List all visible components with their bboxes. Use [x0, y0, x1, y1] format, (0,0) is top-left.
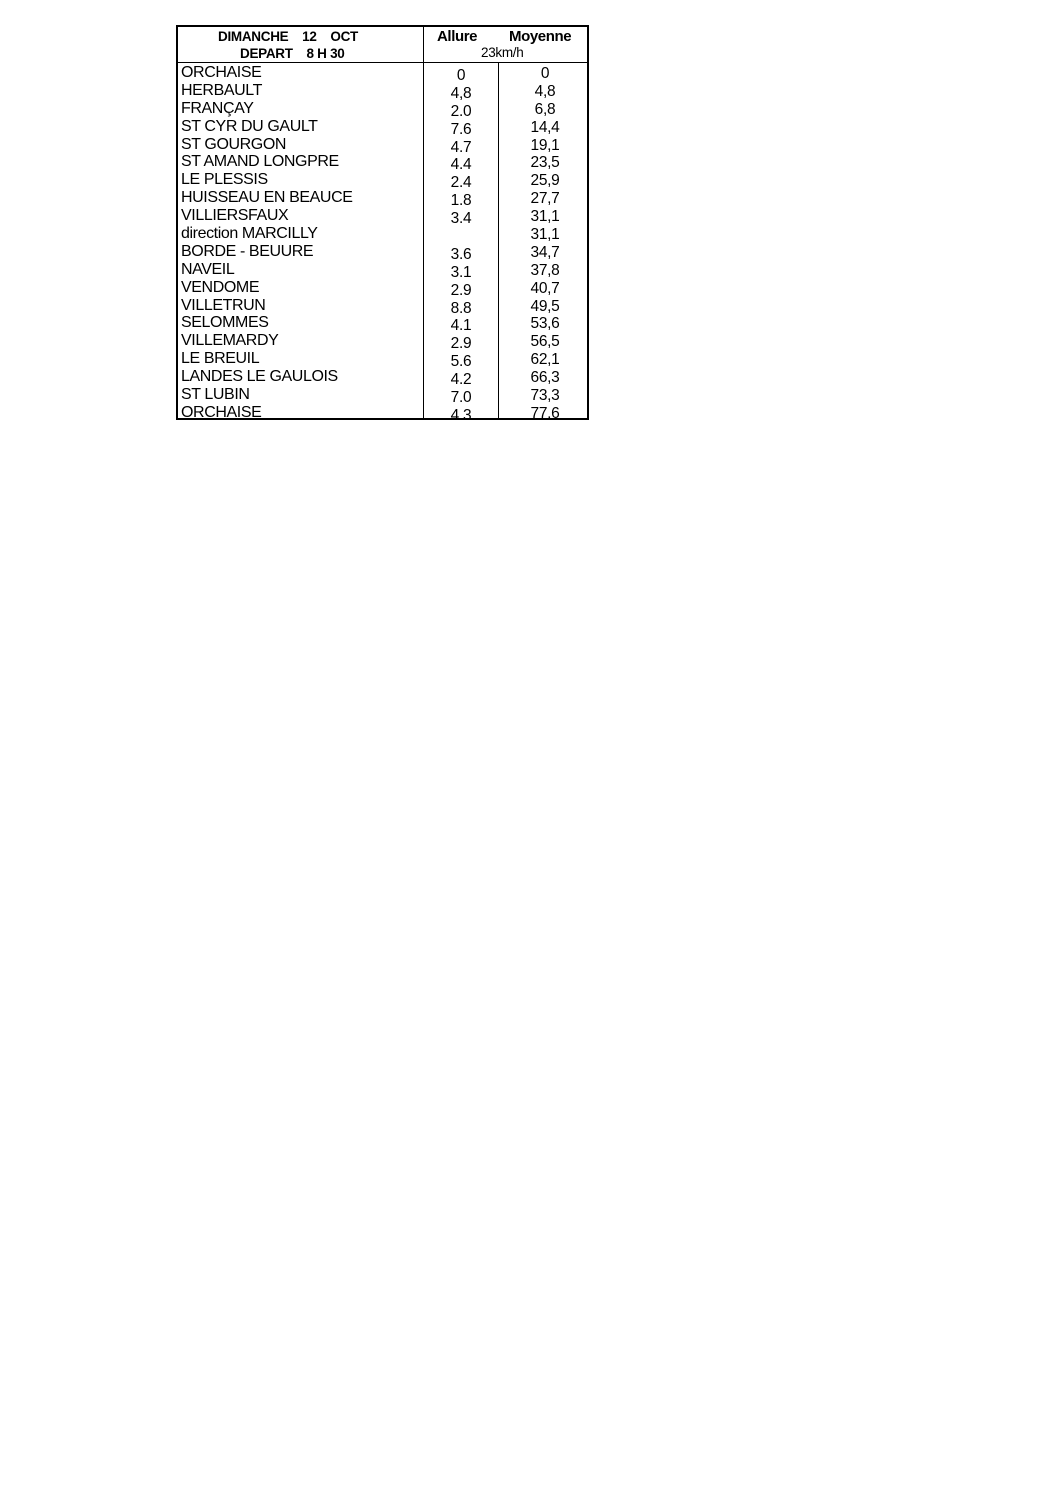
moyenne-value: 4,8 — [534, 82, 556, 100]
moyenne-value: 40,7 — [530, 279, 560, 297]
table-row — [178, 82, 587, 100]
route-table — [176, 25, 589, 424]
place-name: LE BREUIL — [181, 350, 260, 368]
place-name: SELOMMES — [181, 314, 269, 332]
moyenne-value: 34,7 — [530, 243, 560, 261]
table-row — [178, 136, 587, 154]
place-name: VENDOME — [181, 278, 260, 296]
table-row — [178, 279, 587, 297]
header-departure: DEPART 8 H 30 — [240, 46, 345, 61]
place-name: LANDES LE GAULOIS — [181, 368, 338, 386]
allure-value: 8.8 — [450, 299, 472, 317]
table-header-columns — [424, 27, 587, 62]
place-name: ST AMAND LONGPRE — [181, 153, 339, 171]
allure-value: 3.1 — [450, 263, 472, 281]
allure-value: 2.0 — [450, 102, 472, 120]
place-name: ORCHAISE — [181, 64, 262, 81]
table-row — [178, 314, 587, 335]
column-header-allure: Allure — [437, 28, 478, 45]
table-row — [178, 243, 587, 261]
moyenne-value: 77,6 — [530, 404, 560, 422]
header-divider — [178, 62, 587, 63]
place-name: FRANÇAY — [181, 99, 254, 117]
moyenne-value: 49,5 — [530, 297, 560, 315]
table-row — [178, 404, 587, 422]
place-name: ST LUBIN — [181, 386, 250, 404]
moyenne-value: 14,4 — [530, 118, 560, 136]
header-speed: 23km/h — [481, 45, 524, 60]
place-name: VILLIERSFAUX — [181, 207, 289, 225]
allure-value: 1.8 — [450, 192, 472, 210]
allure-value: 4.7 — [450, 138, 472, 156]
moyenne-value: 56,5 — [530, 333, 560, 351]
place-name: BORDE - BEUURE — [181, 242, 314, 260]
place-name: NAVEIL — [181, 260, 235, 278]
table-row — [178, 189, 587, 210]
table-row — [178, 332, 587, 353]
place-name: direction MARCILLY — [181, 225, 318, 243]
moyenne-value: 53,6 — [530, 315, 560, 333]
table-row — [178, 368, 587, 389]
allure-value: 4.2 — [450, 371, 472, 389]
table-body — [178, 64, 587, 422]
place-name: LE PLESSIS — [181, 171, 268, 189]
table-row — [178, 261, 587, 279]
allure-value: 2.9 — [450, 281, 472, 299]
moyenne-value: 25,9 — [530, 172, 560, 190]
allure-value: 4.3 — [450, 406, 472, 424]
place-name: ST CYR DU GAULT — [181, 117, 318, 135]
table-row — [178, 297, 587, 315]
column-header-moyenne: Moyenne — [509, 28, 572, 45]
place-name: VILLEMARDY — [181, 332, 279, 350]
table-row — [178, 207, 587, 228]
moyenne-value: 73,3 — [530, 387, 560, 405]
moyenne-value: 23,5 — [530, 154, 560, 172]
table-header-info — [178, 27, 423, 62]
allure-value: 2.9 — [450, 335, 472, 353]
allure-value: 4.4 — [450, 156, 472, 174]
allure-value: 2.4 — [450, 174, 472, 192]
moyenne-value: 66,3 — [530, 369, 560, 387]
table-row — [178, 64, 587, 82]
allure-value: 0 — [456, 67, 466, 84]
place-name: HUISSEAU EN BEAUCE — [181, 189, 353, 207]
moyenne-value: 27,7 — [530, 190, 560, 208]
moyenne-value: 62,1 — [530, 351, 560, 369]
allure-value: 4,8 — [450, 84, 472, 102]
table-row — [178, 171, 587, 192]
table-row — [178, 100, 587, 118]
moyenne-value: 37,8 — [530, 261, 560, 279]
place-name: VILLETRUN — [181, 296, 266, 314]
allure-value: 7.6 — [450, 120, 472, 138]
table-row — [178, 350, 587, 371]
table-row — [178, 386, 587, 407]
moyenne-value: 6,8 — [534, 100, 556, 118]
table-row — [178, 118, 587, 136]
moyenne-value: 31,1 — [530, 226, 560, 244]
allure-value: 7.0 — [450, 389, 472, 407]
moyenne-value: 0 — [540, 65, 550, 82]
allure-value: 3.4 — [450, 210, 472, 228]
allure-value: 3.6 — [450, 245, 472, 263]
place-name: ST GOURGON — [181, 135, 287, 153]
allure-value: 5.6 — [450, 353, 472, 371]
moyenne-value: 19,1 — [530, 136, 560, 154]
table-row — [178, 153, 587, 174]
place-name: HERBAULT — [181, 81, 262, 99]
table-row — [178, 225, 587, 243]
allure-value: 4.1 — [450, 317, 472, 335]
header-date: DIMANCHE 12 OCT — [218, 29, 358, 44]
place-name: ORCHAISE — [181, 403, 262, 421]
moyenne-value: 31,1 — [530, 208, 560, 226]
